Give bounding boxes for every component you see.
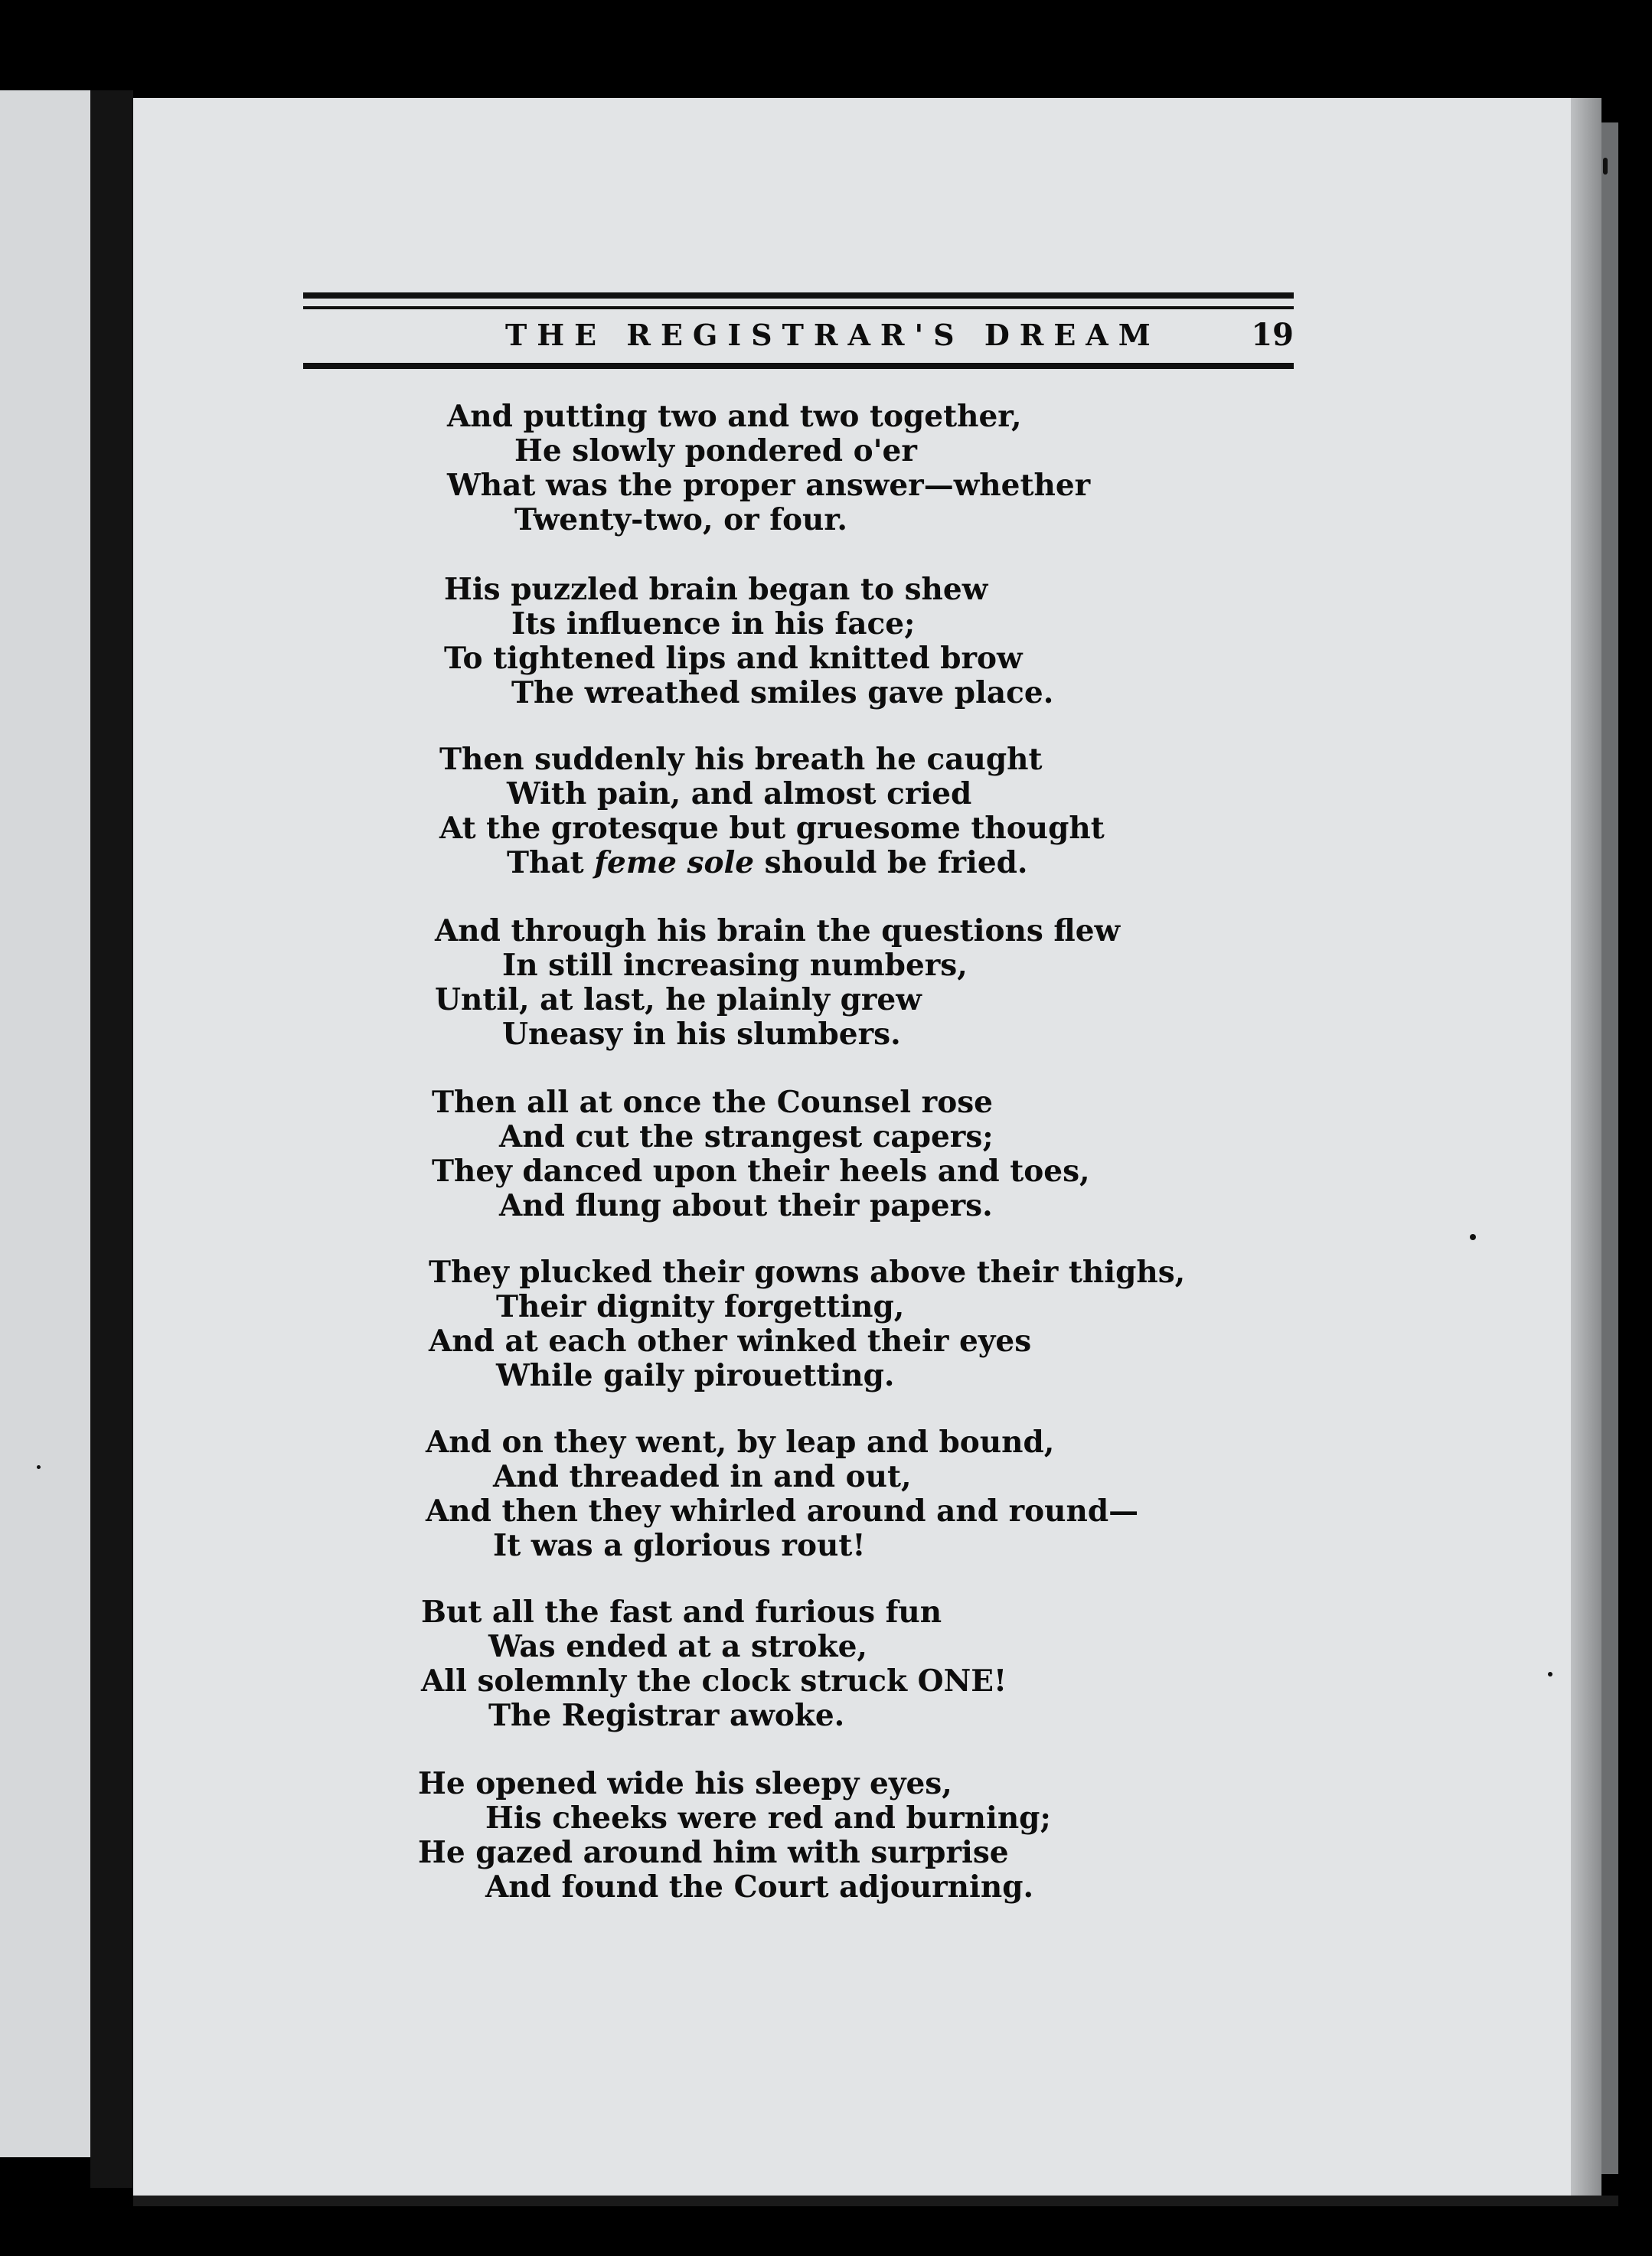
verse-line: And on they went, by leap and bound,	[426, 1425, 1055, 1460]
stanza	[429, 1255, 1271, 1393]
verse-line: Their dignity forgetting,	[496, 1289, 905, 1324]
running-title: THE REGISTRAR'S DREAM	[505, 318, 1161, 352]
verse-line: Its influence in his face;	[511, 606, 916, 642]
verse-line: He opened wide his sleepy eyes,	[418, 1766, 952, 1801]
verse-line: Until, at last, he plainly grew	[435, 982, 922, 1017]
verse-line: Uneasy in his slumbers.	[502, 1017, 901, 1052]
verse-line: And found the Court adjourning.	[485, 1869, 1034, 1905]
verse-line: The Registrar awoke.	[488, 1698, 845, 1733]
verse-line: And through his brain the questions flew	[435, 913, 1121, 948]
verse-line: The wreathed smiles gave place.	[511, 675, 1054, 710]
verse-line: And cut the strangest capers;	[499, 1119, 994, 1154]
verse-line: That feme sole should be fried.	[507, 845, 1028, 880]
stanza	[421, 1595, 1263, 1733]
verse-line: And putting two and two together,	[447, 399, 1022, 434]
verse-line: Twenty-two, or four.	[514, 502, 847, 537]
verse-line: Then all at once the Counsel rose	[432, 1085, 993, 1120]
verse-line: And flung about their papers.	[499, 1188, 993, 1223]
verse-line: At the grotesque but gruesome thought	[439, 811, 1105, 846]
verse-line: All solemnly the clock struck ONE!	[421, 1663, 1007, 1699]
verse-line: They plucked their gowns above their thighs,	[429, 1255, 1186, 1290]
verse-line: What was the proper answer—whether	[447, 468, 1091, 503]
verse-line: His puzzled brain began to shew	[444, 572, 988, 607]
verse-line: With pain, and almost cried	[507, 776, 972, 811]
verse-line: He slowly pondered o'er	[514, 433, 917, 469]
verse-line: In still increasing numbers,	[502, 948, 968, 983]
stanza	[432, 1086, 1274, 1223]
stanza	[439, 743, 1281, 880]
stanza	[447, 400, 1289, 537]
stanza	[435, 914, 1277, 1052]
verse-line: And threaded in and out,	[493, 1459, 912, 1494]
stanza	[444, 573, 1286, 710]
verse-line: His cheeks were red and burning;	[485, 1801, 1051, 1836]
verse-line: But all the fast and furious fun	[421, 1595, 942, 1630]
verse-line: Then suddenly his breath he caught	[439, 742, 1043, 777]
stanza	[426, 1425, 1268, 1563]
verse-line: It was a glorious rout!	[493, 1528, 866, 1563]
page-number: 19	[1251, 317, 1294, 353]
verse-line: He gazed around him with surprise	[418, 1835, 1009, 1870]
italic-phrase: feme sole	[594, 845, 755, 880]
stanza	[418, 1767, 1260, 1905]
verse-line: And then they whirled around and round—	[426, 1494, 1139, 1529]
verse-line: They danced upon their heels and toes,	[432, 1154, 1090, 1189]
verse-line: Was ended at a stroke,	[488, 1629, 867, 1664]
verse-line: While gaily pirouetting.	[496, 1358, 895, 1393]
verse-line: And at each other winked their eyes	[429, 1324, 1032, 1359]
verse-line: To tightened lips and knitted brow	[444, 641, 1023, 676]
